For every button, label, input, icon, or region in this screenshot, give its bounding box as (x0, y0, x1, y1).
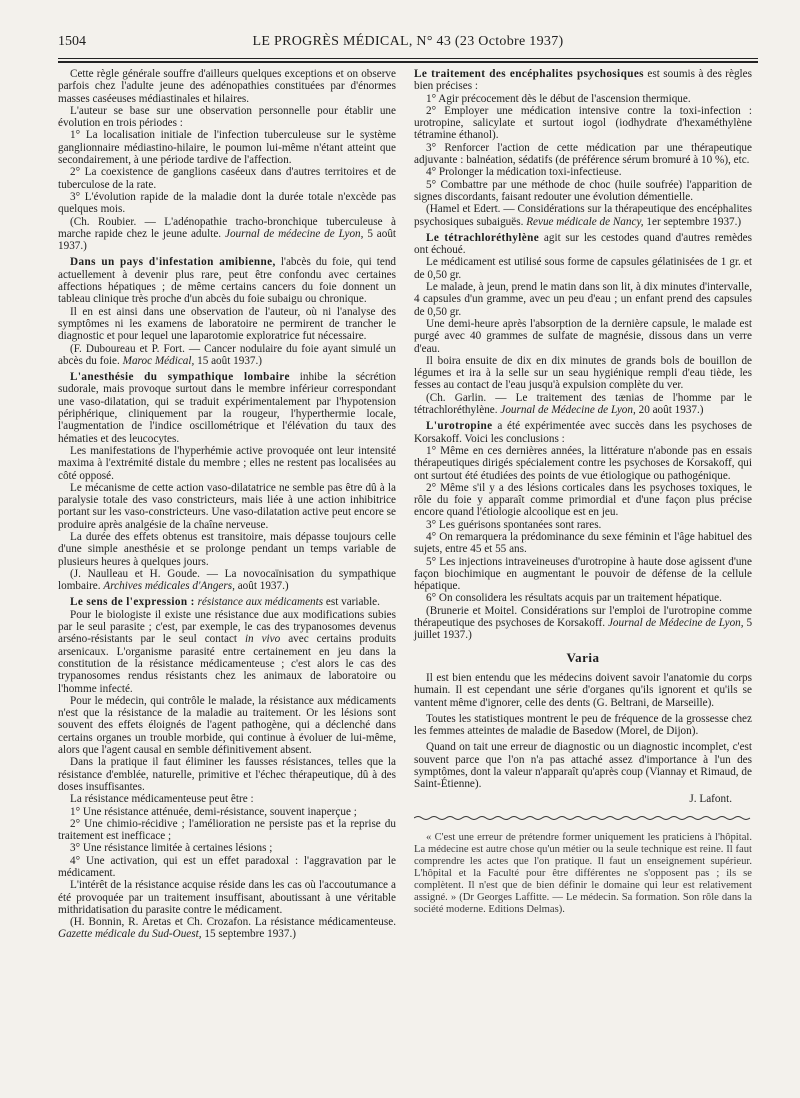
list-item: 5° Les injections intraveineuses d'urotropine à haute dose agissent d'une façon biochimique en augmentant le pouvoir de défense de la cellule hépatique. (414, 555, 752, 593)
reference: (Ch. Garlin. — Le traitement des tænias de l'homme par le tétrachloréthylène. Journal de Médecine de Lyon, 20 août 1937.) (414, 391, 752, 417)
list-item: 1° Agir précocement dès le début de l'ascension thermique. (426, 92, 691, 105)
section-paragraph: Le sens de l'expression : résistance aux médicaments est variable. (70, 596, 380, 609)
list-item: 5° Combattre par une méthode de choc (huile soufrée) l'apparition de signes discordants, faisant redouter une évolution démentielle. (414, 178, 752, 203)
reference: (Ch. Roubier. — L'adénopathie tracho-bronchique tuberculeuse à marche rapide chez le jeune adulte. Journal de médecine de Lyon, 5 août 1937.) (58, 215, 397, 253)
list-item: 4° Une activation, qui est un effet paradoxal : l'aggravation par le médicament. (58, 854, 396, 879)
list-item: 2° Une chimio-récidive ; l'amélioration ne persiste pas et la reprise du traitement est inefficace ; (58, 817, 396, 843)
reference: (F. Duboureau et P. Fort. — Cancer nodulaire du foie ayant simulé un abcès du foie. Maroc Médical, 15 août 1937.) (58, 342, 396, 367)
list-item: 4° Prolonger la médication toxi-infectieuse. (426, 166, 622, 179)
list-item: 3° Une résistance limitée à certaines lésions ; (70, 842, 273, 855)
paragraph: Le mécanisme de cette action vaso-dilatatrice ne semble pas être dû à la paralysie totale des vaso constricteurs, mais liée à une action inhibitrice portant sur les vaso-constricteurs. Une vaso-dilatation active peut encore se produire après analgésie de la chaîne nerveuse. (58, 481, 396, 531)
list-item: 3° Les guérisons spontanées sont rares. (426, 518, 602, 531)
paragraph: Il boira ensuite de dix en dix minutes de grands bols de bouillon de légumes et ira à la selle sur un seau hygiénique rempli d'eau tiède, les fesses au contact de l'eau jusqu'à expulsion complète du ver. (414, 354, 752, 392)
paragraph: Une demi-heure après l'absorption de la dernière capsule, le malade est purgé avec 40 grammes de sulfate de magnésie, dissous dans un verre d'eau. (414, 317, 752, 355)
section-heading: Dans un pays d'infestation amibienne, (70, 256, 276, 269)
section-heading: Le tétrachloréthylène (426, 231, 540, 244)
paragraph: Il en est ainsi dans une observation de l'auteur, où ni l'analyse des symptômes ni les examens de laboratoire ne permirent de trancher le diagnostic et pour lequel une laparotomie exploratrice fut nécessaire. (58, 305, 396, 343)
list-item: 1° La localisation initiale de l'infection tuberculeuse sur le système ganglionnaire médiastino-hilaire, le poumon lui-même n'étant atteint que secondairement, à une période tardive de l'affection. (58, 129, 396, 167)
paragraph: Dans la pratique il faut éliminer les fausses résistances, telles que la résistance d'emblée, naturelle, primitive et l'échec thérapeutique, dû à des doses insuffisantes. (58, 756, 396, 793)
list-item: 1° Une résistance atténuée, demi-résistance, souvent inaperçue ; (70, 805, 357, 818)
section-paragraph: Le tétrachloréthylène agit sur les cestodes quand d'autres remèdes ont échoué. (414, 231, 752, 257)
section-heading: Le traitement des encéphalites psychosiques (414, 68, 644, 80)
signature: J. Lafont. (689, 792, 732, 805)
paragraph: La résistance médicamenteuse peut être : (70, 793, 254, 806)
paragraph: Les manifestations de l'hyperhémie active provoquée ont leur intensité maxima à l'extrémité distale du membre ; elles ne restent pas localisées au côté opposé. (58, 444, 396, 482)
list-item: 3° Renforcer l'action de cette médication par une thérapeutique adjuvante : balnéation, sédatifs (de préférence sérum bromuré à 10 %), etc. (414, 141, 752, 167)
paragraph: Le médicament est utilisé sous forme de capsules gélatinisées de 1 gr. et de 0,50 gr. (414, 256, 752, 281)
section-heading: Le sens de l'expression : (70, 596, 195, 609)
paragraph: Pour le biologiste il existe une résistance due aux modifications subies par le seul parasite ; c'est, par exemple, le cas des trypanosomes devenus arséno-résistants par le seul contact in vivo avec certains produits arsenicaux. L'organisme parasité entre certainement en jeu dans la constitution de la résistance médicamenteuse ; c'est alors le cas des trypanosomes rendus résistants chez les animaux de laboratoire ou l'homme infecté. (58, 608, 397, 695)
right-column (414, 68, 752, 916)
varia-heading: Varia (566, 649, 600, 665)
section-paragraph: L'anesthésie du sympathique lombaire inhibe la sécrétion sudorale, mais provoque surtout dans le membre inférieur correspondant une vaso-dilatation, qui se traduit expérimentalement par l'hypotension périphérique, cliniquement par la rougeur, l'hyperthermie locale, l'augmentation de l'indice oscillométrique et l'élévation du taux des hématies et des leucocytes. (58, 371, 397, 445)
header-rule (58, 58, 758, 59)
list-item: 3° L'évolution rapide de la maladie dont la durée totale n'excède pas quelques mois. (58, 190, 396, 216)
list-item: 2° Même s'il y a des lésions corticales dans les psychoses toxiques, le rôle du foie y apparaît comme primordial et d'une façon plus précise encore quand l'étiologie alcoolique est en jeu. (414, 481, 752, 519)
closing-quote: « C'est une erreur de prétendre former uniquement les praticiens à l'hôpital. La médecine est autre chose qu'un métier ou la seule technique est reine. Il faut comprendre les actes que l'on pratique. Il faut un enseignement supérieur. L'hôpital et la Faculté pour être différentes ne s'opposent pas ; ils se complètent. Il n'est que de bien définir le domaine qui leur est relativement assigné. » (Dr Georges Laffitte. — Le médecin. Sa formation. Son rôle dans la société moderne. Editions Delmas). (414, 832, 752, 916)
paragraph: Cette règle générale souffre d'ailleurs quelques exceptions et on observe parfois chez l'adulte jeune des adénopathies constituées par d'énormes masses caséeuses médiastinales et hilaires. (58, 68, 396, 105)
reference: (Brunerie et Moitel. Considérations sur l'emploi de l'urotropine comme thérapeutique des psychoses de Korsakoff. Journal de Médecine de Lyon, 5 juillet 1937.) (414, 604, 753, 642)
section-heading: L'urotropine (426, 420, 493, 433)
paragraph: Quand on tait une erreur de diagnostic ou un diagnostic incomplet, c'est souvent parce que l'on n'a pas attaché assez d'importance à l'un des symptômes, dont la valeur n'apparaît qu'après coup (Viannay et Rimaud, de Saint-Étienne). (414, 741, 752, 791)
page-number: 1504 (58, 34, 86, 49)
section-paragraph: Dans un pays d'infestation amibienne, l'abcès du foie, qui tend actuellement à devenir plus rare, peut être confondu avec certaines affections hépatiques ; de même certains cancers du foie donnent un tableau clinique très proche d'un abcès du foie subaigu ou chronique. (58, 256, 397, 306)
list-item: 4° On remarquera la prédominance du sexe féminin et l'âge habituel des sujets, entre 45 et 55 ans. (414, 530, 752, 556)
wavy-divider (414, 815, 752, 821)
reference: (J. Naulleau et H. Goude. — La novocaïnisation du sympathique lombaire. Archives médicales d'Angers, août 1937.) (58, 567, 396, 593)
paragraph: Pour le médecin, qui contrôle le malade, la résistance aux médicaments n'est que la résistance de la maladie au traitement. Or les lésions sont souvent des effets éloignés de l'agent pathogène, qui a déclenché dans certains organes un trouble morbide, qui continue à évoluer de lui-même, alors que l'agent causal en semble définitivement absent. (58, 694, 396, 757)
paragraph: Le malade, à jeun, prend le matin dans son lit, à dix minutes d'intervalle, 4 capsules d'un gramme, avec un peu d'eau ; un enfant prend des capsules de 0,50 gr. (414, 281, 752, 318)
section-paragraph: L'urotropine a été expérimentée avec succès dans les psychoses de Korsakoff. Voici les conclusions : (414, 420, 753, 445)
list-item: 2° Employer une médication intensive contre la toxi-infection : urotropine, salicylate et surtout iogol (iodhydrate d'hexaméthylène tétramine éthanol). (414, 104, 752, 142)
list-item: 1° Même en ces dernières années, la littérature n'abonde pas en essais thérapeutiques dirigés spécialement contre les psychoses de Korsakoff, qui ont surtout été étudiées des points de vue étiologique ou pathogénique. (414, 444, 752, 482)
paragraph: La durée des effets obtenus est transitoire, mais dépasse toujours celle d'une simple anesthésie et se prolonge pendant un temps variable de plusieurs heures à quelques jours. (58, 530, 396, 568)
list-item: 2° La coexistence de ganglions caséeux dans d'autres territoires et de tuberculose de la rate. (58, 166, 396, 191)
page-header (58, 34, 758, 56)
section-heading: L'anesthésie du sympathique lombaire (70, 371, 290, 384)
paragraph: Il est bien entendu que les médecins doivent savoir l'anatomie du corps humain. Il est cependant une série d'organes qu'ils ignorent et qu'ils se vantent même d'ignorer, celle des dents (G. Beltrani, de Marseille). (414, 671, 752, 709)
list-item: 6° On consolidera les résultats acquis par un traitement hépatique. (426, 592, 722, 605)
header-rule-thick (58, 61, 758, 63)
paragraph: Toutes les statistiques montrent le peu de fréquence de la grossesse chez les femmes atteintes de maladie de Basedow (Morel, de Dijon). (414, 712, 752, 738)
left-column (58, 68, 396, 941)
reference: (H. Bonnin, R. Aretas et Ch. Crozafon. La résistance médicamenteuse. Gazette médicale du Sud-Ouest, 15 septembre 1937.) (58, 916, 396, 941)
reference: (Hamel et Edert. — Considérations sur la thérapeutique des encéphalites psychosiques subaiguës. Revue médicale de Nancy, 1er septembre 1937.) (414, 203, 752, 228)
running-title: LE PROGRÈS MÉDICAL, N° 43 (23 Octobre 1937) (252, 34, 564, 49)
paragraph: L'auteur se base sur une observation personnelle pour établir une évolution en trois périodes : (58, 104, 396, 130)
section-paragraph: Le traitement des encéphalites psychosiques est soumis à des règles bien précises : (414, 68, 752, 93)
paragraph: L'intérêt de la résistance acquise réside dans les cas où l'accoutumance a été provoquée par un traitement insuffisant, aboutissant à une véritable mithridatisation du parasite contre le médicament. (58, 879, 396, 916)
